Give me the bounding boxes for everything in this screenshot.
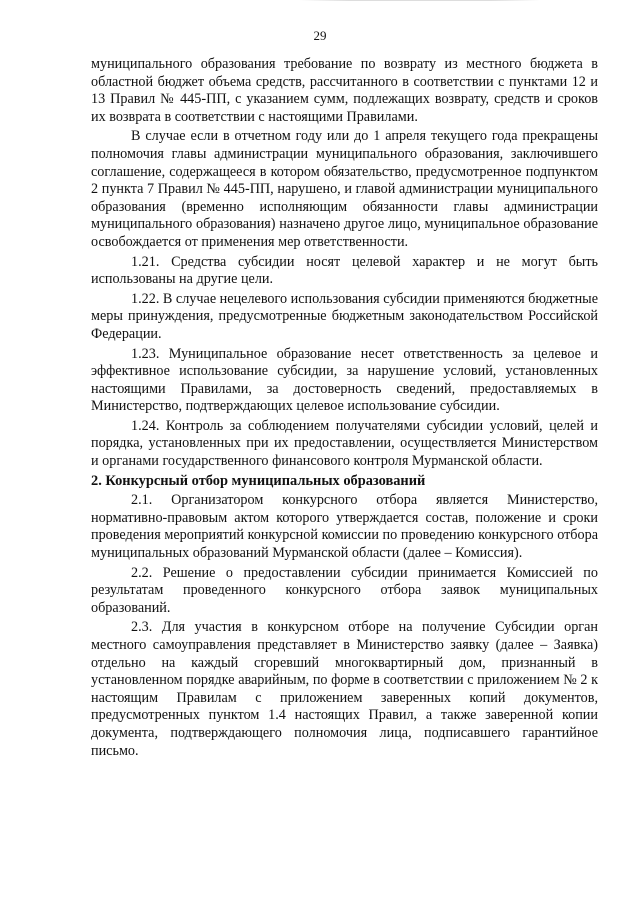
scan-artifact-line xyxy=(300,0,540,1)
paragraph-1-22: 1.22. В случае нецелевого использования субсидии применяются бюджетные меры принуждения, предусмотренные бюджетным законодательством Российской Федерации. xyxy=(91,290,599,342)
paragraph-1-24: 1.24. Контроль за соблюдением получателями субсидии условий, целей и порядка, установленных при их предоставлении, осуществляется Министерством и органами государственного финансового контроля Мурманской области. xyxy=(91,417,598,470)
paragraph-1-21: 1.21. Средства субсидии носят целевой характер и не могут быть использованы на другие цели. xyxy=(91,253,598,288)
document-body xyxy=(91,56,598,760)
paragraph-2-1: 2.1. Организатором конкурсного отбора является Министерство, нормативно-правовым актом которого утверждается состав, положение и сроки проведения мероприятий конкурсной комиссии по проведению конкурсного отбора муниципальных образований Мурманской области (далее – Комиссия). xyxy=(91,492,598,562)
paragraph-1-23: 1.23. Муниципальное образование несет ответственность за целевое и эффективное использование субсидии, за нарушение условий, установленных настоящими Правилами, за достоверность сведений, предоставляемых в Министерство, подтверждающих целевое использование субсидии. xyxy=(91,345,598,415)
page-number: 29 xyxy=(313,28,327,43)
section-heading: 2. Конкурсный отбор муниципальных образований xyxy=(91,472,426,489)
paragraph: В случае если в отчетном году или до 1 апреля текущего года прекращены полномочия главы администрации муниципального образования, заключившего соглашение, содержащееся в котором обязательство, предусмотренное подпунктом 2 пункта 7 Правил № 445-ПП, нарушено, и главой администрации муниципального образования (временно исполняющим обязанности главы администрации муниципального образования) назначено другое лицо, муниципальное образование освобождается от применения мер ответственности. xyxy=(91,128,598,250)
paragraph: муниципального образования требование по возврату из местного бюджета в областной бюджет объема средств, рассчитанного в соответствии с пунктами 12 и 13 Правил № 445-ПП, с указанием сумм, подлежащих возврату, средств и сроков их возврата в соответствии с настоящими Правилами. xyxy=(91,56,598,125)
paragraph-2-2: 2.2. Решение о предоставлении субсидии принимается Комиссией по результатам проведенного конкурсного отбора заявок муниципальных образований. xyxy=(91,564,598,616)
paragraph-2-3: 2.3. Для участия в конкурсном отборе на получение Субсидии орган местного самоуправления представляет в Министерство заявку (далее – Заявка) отдельно на каждый сгоревший многоквартирный дом, признанный в установленном порядке аварийным, по форме в соответствии с приложением № 2 к настоящим Правилам с приложением заверенных копий документов, предусмотренных пунктом 1.4 настоящих Правил, а также заверенной копии документа, подтверждающего полномочия лица, подписавшего гарантийное письмо. xyxy=(91,619,598,759)
